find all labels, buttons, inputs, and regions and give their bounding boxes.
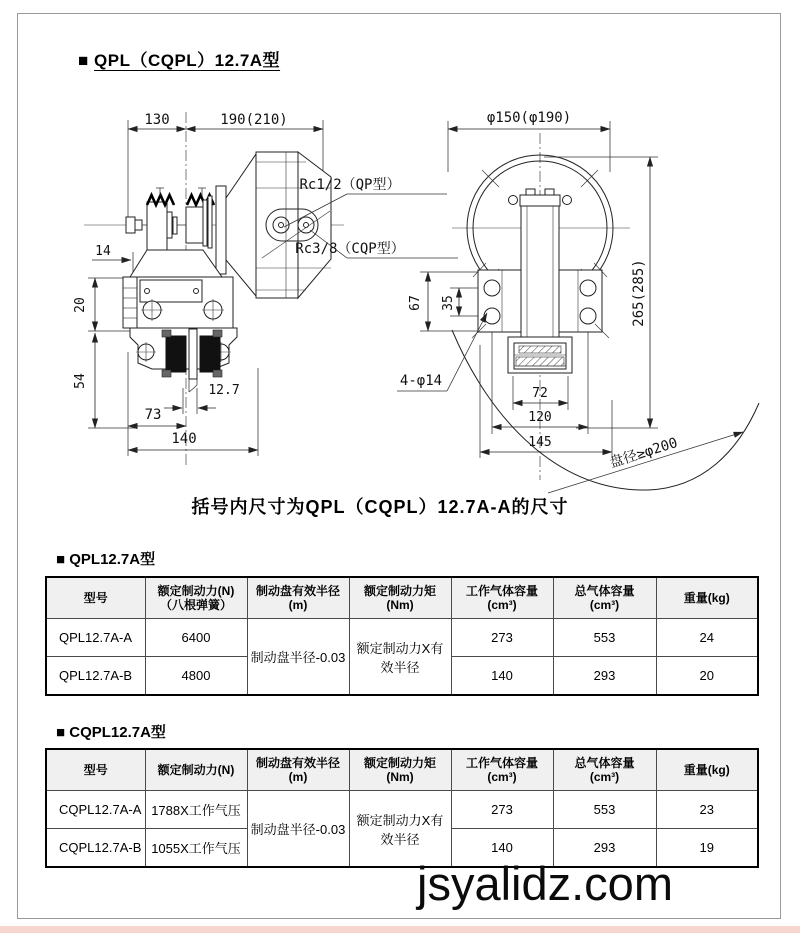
col-header-total-volume: 总气体容量 (cm³) xyxy=(553,749,656,791)
col-header-total-volume: 总气体容量 (cm³) xyxy=(553,577,656,619)
drawing-caption: 括号内尺寸为QPL（CQPL）12.7A-A的尺寸 xyxy=(191,497,569,517)
cell-total-volume: 553 xyxy=(553,791,656,829)
cell-force: 1788X工作气压 xyxy=(145,791,247,829)
dim-140: 140 xyxy=(171,431,197,447)
table-row xyxy=(46,791,758,829)
col-header-torque: 额定制动力矩 (Nm) xyxy=(349,577,451,619)
bolt-hole xyxy=(580,308,596,324)
bolt-hole xyxy=(484,308,500,324)
col-header-force: 额定制动力(N) xyxy=(145,749,247,791)
cell-weight: 24 xyxy=(656,619,758,657)
bottom-accent-line xyxy=(0,926,800,933)
dim-120: 120 xyxy=(528,410,552,425)
cell-work-volume: 140 xyxy=(451,657,553,696)
brake-pad-right xyxy=(200,336,220,372)
dim-phi150-phi190: φ150(φ190) xyxy=(486,110,572,126)
brake-pad-left xyxy=(166,336,186,372)
dim-14: 14 xyxy=(95,244,111,259)
section-title-cqpl-text: CQPL12.7A型 xyxy=(69,724,166,741)
dim-145: 145 xyxy=(528,435,552,450)
dim-12-7: 12.7 xyxy=(208,383,240,398)
dim-72: 72 xyxy=(532,386,548,401)
square-bullet-icon: ■ xyxy=(56,551,66,568)
cell-torque-merged: 额定制动力X有效半径 xyxy=(349,619,451,696)
cell-work-volume: 273 xyxy=(451,619,553,657)
cell-total-volume: 293 xyxy=(553,657,656,696)
cell-model: QPL12.7A-B xyxy=(46,657,145,696)
cell-work-volume: 140 xyxy=(451,829,553,868)
cell-weight: 19 xyxy=(656,829,758,868)
dim-67: 67 xyxy=(408,295,423,311)
table-header-row xyxy=(46,577,758,619)
col-header-model: 型号 xyxy=(46,577,145,619)
label-rc12-qp: Rc1/2（QP型） xyxy=(299,177,401,193)
label-disc-diameter: 盘径≥φ200 xyxy=(607,435,680,472)
col-header-torque: 额定制动力矩 (Nm) xyxy=(349,749,451,791)
cell-work-volume: 273 xyxy=(451,791,553,829)
cell-model: QPL12.7A-A xyxy=(46,619,145,657)
cell-force: 6400 xyxy=(145,619,247,657)
brake-disc-edge xyxy=(189,329,197,379)
cell-model: CQPL12.7A-B xyxy=(46,829,145,868)
col-header-force: 额定制动力(N) （八根弹簧） xyxy=(145,577,247,619)
cell-total-volume: 293 xyxy=(553,829,656,868)
dim-190-210: 190(210) xyxy=(220,112,288,128)
cell-total-volume: 553 xyxy=(553,619,656,657)
col-header-radius: 制动盘有效半径 (m) xyxy=(247,749,349,791)
dim-130: 130 xyxy=(144,112,170,128)
page-title-text: QPL（CQPL）12.7A型 xyxy=(94,51,281,70)
bolt-hole xyxy=(484,280,500,296)
cell-force: 1055X工作气压 xyxy=(145,829,247,868)
dim-35: 35 xyxy=(441,295,456,311)
col-header-work-volume: 工作气体容量 (cm³) xyxy=(451,577,553,619)
dim-73: 73 xyxy=(144,407,162,423)
col-header-model: 型号 xyxy=(46,749,145,791)
section-title-qpl xyxy=(56,548,155,569)
watermark: jsyalidz.com xyxy=(417,857,673,910)
spec-table-cqpl xyxy=(45,748,759,868)
cell-force: 4800 xyxy=(145,657,247,696)
brake-disc-arc xyxy=(452,330,759,490)
table-header-row xyxy=(46,749,758,791)
col-header-radius: 制动盘有效半径 (m) xyxy=(247,577,349,619)
col-header-weight: 重量(kg) xyxy=(656,749,758,791)
air-chamber-side xyxy=(216,152,331,298)
cell-weight: 23 xyxy=(656,791,758,829)
dim-54: 54 xyxy=(73,373,88,389)
dim-20: 20 xyxy=(73,297,88,313)
cell-model: CQPL12.7A-A xyxy=(46,791,145,829)
section-title-qpl-text: QPL12.7A型 xyxy=(69,551,156,568)
section-title-cqpl xyxy=(56,721,166,742)
right-view xyxy=(397,110,759,493)
left-view xyxy=(73,112,458,468)
col-header-weight: 重量(kg) xyxy=(656,577,758,619)
bolt-hole xyxy=(580,280,596,296)
cell-radius-merged: 制动盘半径-0.03 xyxy=(247,619,349,696)
dim-265-285: 265(285) xyxy=(631,259,647,327)
cell-torque-merged: 额定制动力X有效半径 xyxy=(349,791,451,868)
table-row xyxy=(46,619,758,657)
square-bullet-icon: ■ xyxy=(56,724,66,741)
pad-holder xyxy=(508,337,572,373)
spec-table-qpl xyxy=(45,576,759,696)
square-bullet-icon: ■ xyxy=(78,51,89,70)
label-4-phi14: 4-φ14 xyxy=(399,373,443,389)
cell-radius-merged: 制动盘半径-0.03 xyxy=(247,791,349,868)
col-header-work-volume: 工作气体容量 (cm³) xyxy=(451,749,553,791)
disc-arc-and-labels xyxy=(397,313,759,493)
label-rc38-cqp: Rc3/8（CQP型） xyxy=(295,241,405,257)
cell-weight: 20 xyxy=(656,657,758,696)
